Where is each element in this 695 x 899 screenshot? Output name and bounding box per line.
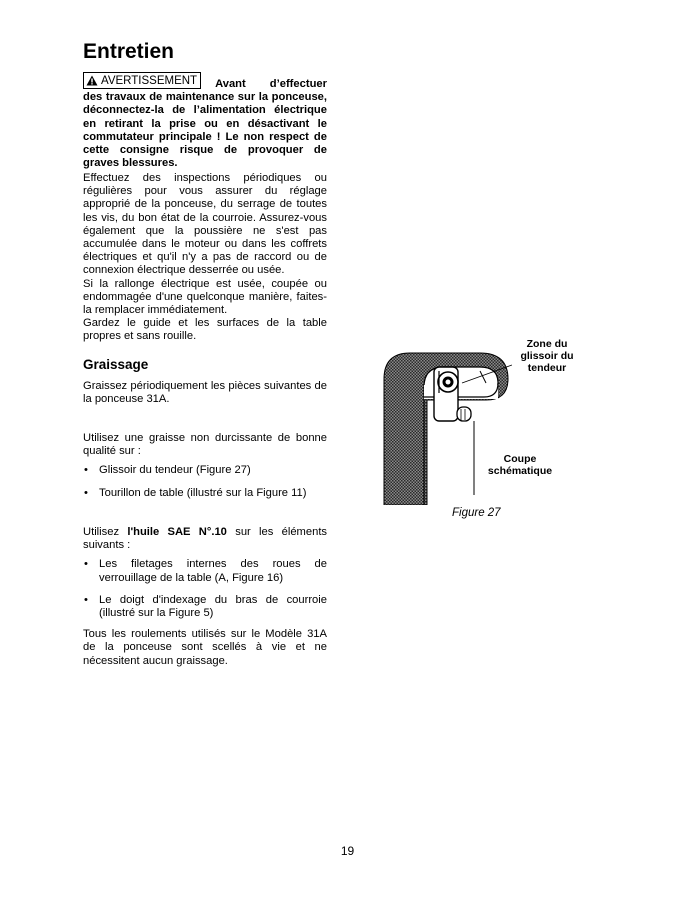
figure-27-illustration [362, 345, 512, 505]
list-item: • Le doigt d'indexage du bras de courroie (illustré sur la Figure 5) [84, 593, 327, 620]
grease-block [83, 432, 327, 500]
warning-block [83, 72, 327, 170]
figure-label-cross-section: Coupe schématique [487, 453, 553, 477]
warning-lead: Avant d’effectuer des [83, 78, 327, 104]
warning-badge [83, 72, 201, 89]
list-item: • Tourillon de table (illustré sur la Figure 11) [84, 486, 307, 499]
grease-text: Utilisez une graisse non durcissante de bonne qualité sur : [83, 432, 327, 458]
figure-caption: Figure 27 [452, 507, 501, 519]
warning-body: travaux de maintenance sur la ponceuse, déconnectez-la de l’alimentation électrique en retirant la prise ou en désactivant le commutateur principale ! Le non respect de cette consigne risque de provoquer de graves blessures. [83, 91, 327, 170]
list-item: • Glissoir du tendeur (Figure 27) [84, 464, 251, 477]
grease-list [83, 464, 327, 499]
list-item: • Les filetages internes des roues de verrouillage de la table (A, Figure 16) [84, 558, 327, 584]
oil-block [83, 526, 327, 668]
paragraph-extension-cord: Si la rallonge électrique est usée, coupée ou endommagée d'une quelconque manière, faites-la remplacer immédiatement. [83, 277, 327, 317]
oil-text: Utilisez l'huile SAE N°.10 sur les éléments suivants : [83, 526, 328, 552]
maintenance-text [83, 172, 327, 344]
paragraph-clean-surfaces: Gardez le guide et les surfaces de la table propres et sans rouille. [83, 317, 327, 343]
figure-label-tensioner: Zone du glissoir du tendeur [520, 338, 574, 374]
page-number: 19 [340, 844, 355, 858]
warning-badge-label: AVERTISSEMENT [101, 74, 198, 87]
page-title: Entretien [83, 40, 175, 63]
section-heading-graissage: Graissage [83, 357, 149, 372]
warning-triangle-icon [86, 75, 98, 86]
closing-text: Tous les roulements utilisés sur le Modèle 31A de la ponceuse sont scellés à vie et ne nécessitent aucun graissage. [83, 628, 327, 667]
graissage-intro-text: Graissez périodiquement les pièces suivantes de la ponceuse 31A. [83, 380, 327, 406]
graissage-intro [83, 380, 327, 406]
oil-list [83, 558, 327, 620]
paragraph-inspection: Effectuez des inspections périodiques ou régulières pour vous assurer du réglage approprié de la ponceuse, du serrage de toutes les vis, du bon état de la courroie. Assurez-vous également que la poussière ne s'est pas accumulée dans le moteur ou dans les coffrets électriques et qu'il n'y a pas de raccord ou de connexion électrique desserrée ou usée. [83, 172, 327, 277]
oil-type: l'huile SAE N°.10 [127, 526, 227, 538]
